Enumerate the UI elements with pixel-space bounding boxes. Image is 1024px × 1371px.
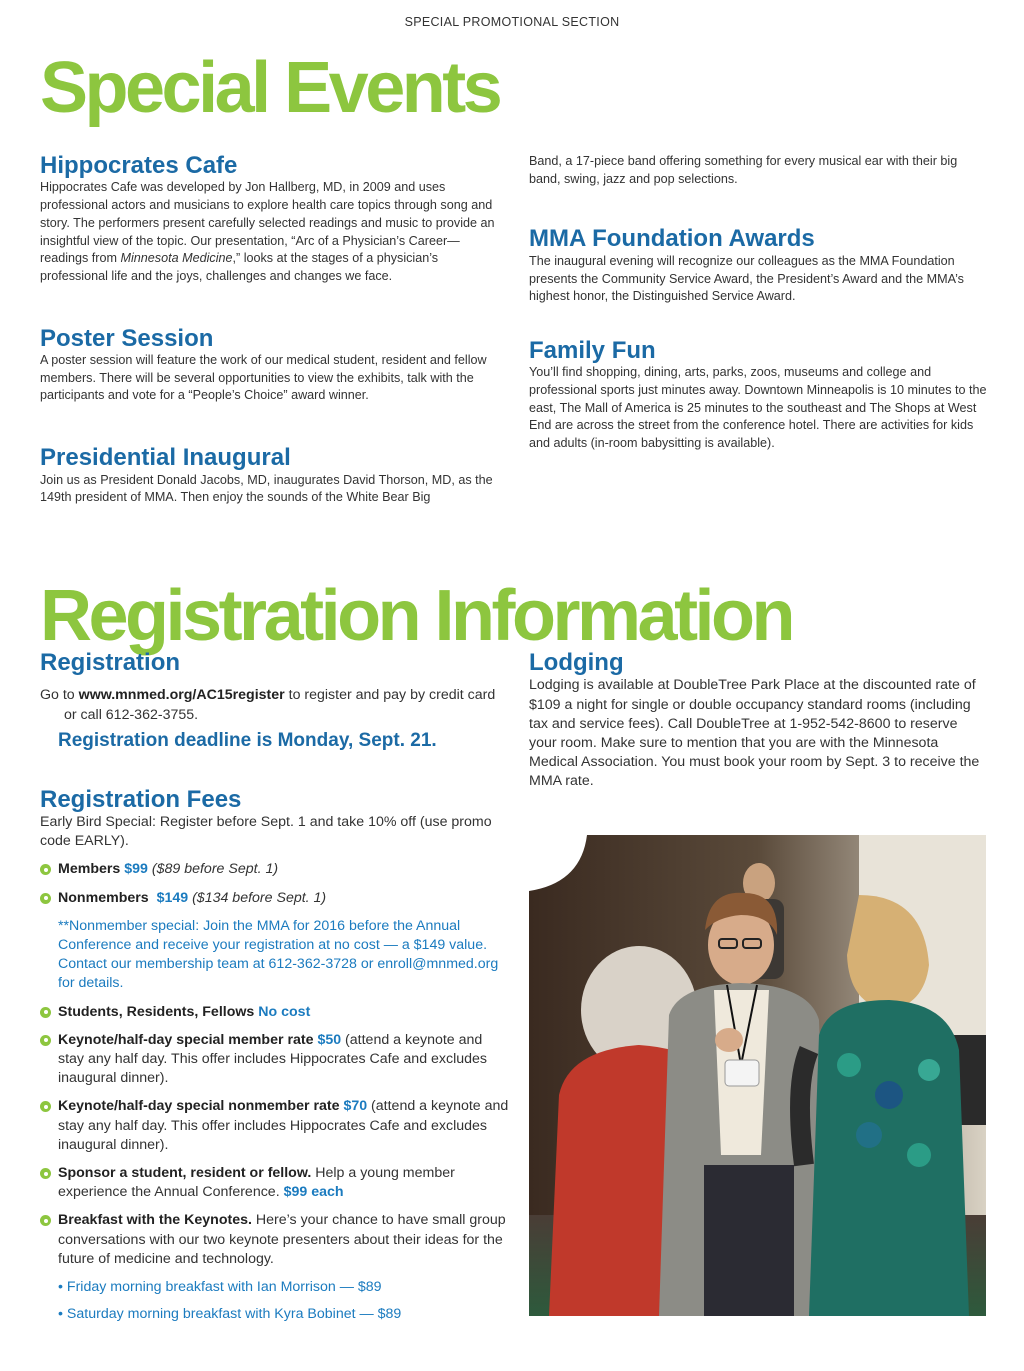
person-right-top — [809, 1000, 969, 1316]
inaugural-text-continued: Band, a 17-piece band offering something for every musical ear with their big band, swing, jazz and pop selections. — [529, 154, 958, 186]
inaugural-text: Join us as President Donald Jacobs, MD, inaugurates David Thorson, MD, as the 149th president of MMA. Then enjoy the sounds of the White Bear Big — [40, 472, 493, 505]
special-events-left-column — [40, 153, 502, 507]
fee-sponsor: Sponsor a student, resident or fellow. Help a young member experience the Annual Conference. $99 each — [40, 1164, 510, 1202]
nonmember-special-note: **Nonmember special: Join the MMA for 2016 before the Annual Conference and receive your registration at no cost — a $149 value. Contact our membership team at 612-362-3728 or enroll@mnmed.org for details. — [58, 917, 499, 992]
bullet-icon — [40, 1035, 51, 1046]
lodging-heading: Lodging — [529, 649, 624, 676]
hippocrates-heading: Hippocrates Cafe — [40, 152, 238, 179]
foundation-text: The inaugural evening will recognize our colleagues as the MMA Foundation presents the Community Service Award, the President’s Award and the MMA’s highest honor, the Distinguished Service Award. — [529, 253, 964, 304]
registration-left-column — [40, 650, 510, 1332]
bullet-icon — [40, 864, 51, 875]
special-events-right-column — [529, 153, 987, 453]
hippocrates-text: Hippocrates Cafe was developed by Jon Hallberg, MD, in 2009 and uses professional actors and musicians to explore health care topics through song and story. The performers present carefully selected readings and music to provide an insightful view of the topic. Our presentation, “Arc of a Physician’s Career—readings from Minnesota Medicine,” looks at the stages of a physician’s professional life and the joys, challenges and changes we face. — [40, 180, 495, 283]
lodging-text: Lodging is available at DoubleTree Park Place at the discounted rate of $109 a night for single or double occupancy standard rooms (including tax and service fees). Call DoubleTree at 1-952-542-8600 to reserve your room. Make sure to mention that you are with the Minnesota Medical Association. You must book your room by Sept. 3 to receive the MMA rate. — [529, 677, 980, 790]
fee-keynote-member: Keynote/half-day special member rate $50 (attend a keynote and stay any half day. This offer includes Hippocrates Cafe and excludes inaugural dinner). — [40, 1031, 510, 1089]
registration-text: Go to www.mnmed.org/AC15register to register and pay by credit card or call 612-362-3755. — [40, 687, 496, 723]
bullet-icon — [40, 1215, 51, 1226]
fee-members: Members $99 ($89 before Sept. 1) — [40, 860, 510, 879]
early-bird-text: Early Bird Special: Register before Sept. 1 and take 10% off (use promo code EARLY). — [40, 813, 492, 850]
inaugural-heading: Presidential Inaugural — [40, 444, 291, 472]
poster-text: A poster session will feature the work of our medical student, resident and fellow members. There will be several opportunities to view the exhibits, talk with the participants and vote for a “People’s Choice” award winner. — [40, 353, 487, 403]
registration-heading: Registration — [40, 649, 181, 676]
poster-heading: Poster Session — [40, 324, 214, 352]
bullet-icon — [40, 1007, 51, 1018]
registration-deadline: Registration deadline is Monday, Sept. 21. — [58, 729, 437, 751]
bullet-icon — [40, 1101, 51, 1112]
section-label: SPECIAL PROMOTIONAL SECTION — [404, 15, 620, 29]
registration-fees-heading: Registration Fees — [40, 785, 242, 813]
lodging-column — [529, 650, 987, 792]
family-fun-heading: Family Fun — [529, 336, 656, 364]
fee-keynote-nonmember: Keynote/half-day special nonmember rate $70 (attend a keynote and stay any half day. This offer includes Hippocrates Cafe and excludes inaugural dinner). — [40, 1097, 510, 1155]
breakfast-item-friday: • Friday morning breakfast with Ian Morrison — $89 — [58, 1279, 382, 1296]
bullet-icon — [40, 893, 51, 904]
breakfast-item-saturday: • Saturday morning breakfast with Kyra Bobinet — $89 — [58, 1306, 402, 1323]
fee-breakfast: Breakfast with the Keynotes. Here’s your chance to have small group conversations with our two keynote presenters about their ideas for the future of medicine and technology. — [40, 1211, 510, 1269]
foundation-heading: MMA Foundation Awards — [529, 225, 815, 253]
registration-info-title: Registration Information — [40, 576, 793, 656]
registration-url-link[interactable]: www.mnmed.org/AC15register — [78, 687, 285, 704]
family-fun-text: You’ll find shopping, dining, arts, parks, zoos, museums and college and professional sports just minutes away. Downtown Minneapolis is 10 minutes to the east, The Mall of America is 25 minutes to the southeast and The Shops at West End are across the street from the conference hotel. There are activities for kids and adults (in-room babysitting is available). — [529, 365, 987, 451]
event-photo — [529, 835, 986, 1316]
special-events-title: Special Events — [40, 48, 500, 128]
fee-nonmembers: Nonmembers $149 ($134 before Sept. 1) — [40, 889, 510, 908]
bullet-icon — [40, 1168, 51, 1179]
fee-students: Students, Residents, Fellows No cost — [40, 1003, 510, 1022]
